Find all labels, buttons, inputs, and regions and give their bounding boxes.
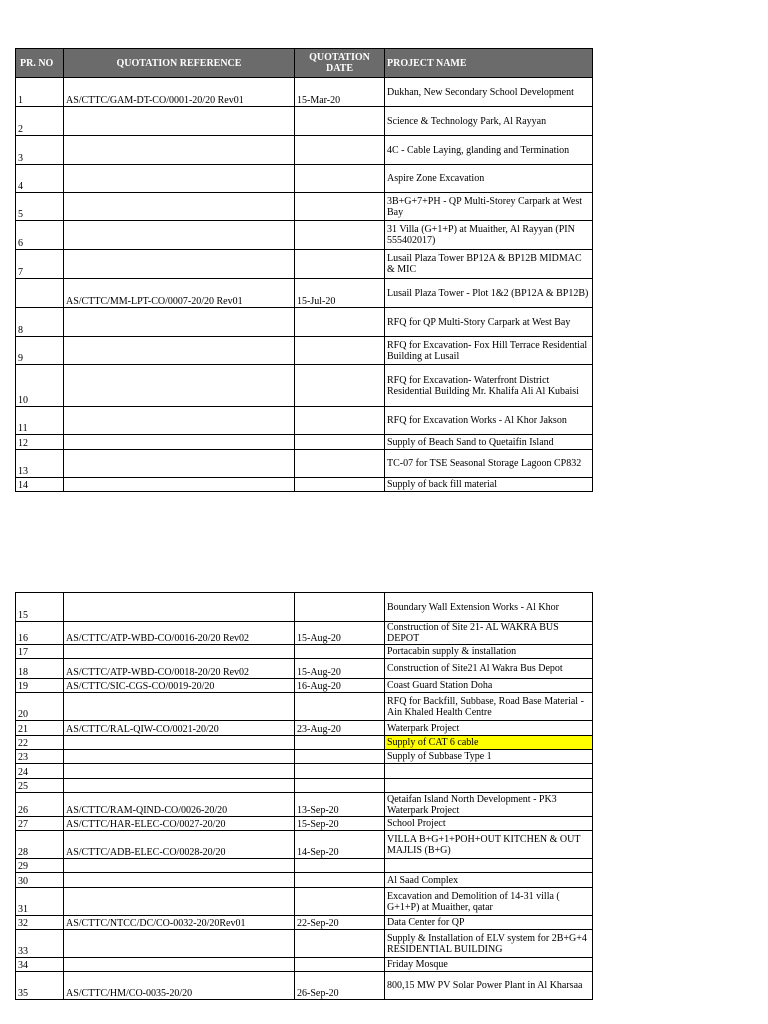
table-row xyxy=(16,365,593,407)
quotation-date-cell xyxy=(295,165,385,193)
table-row xyxy=(16,193,593,221)
quotation-date-cell xyxy=(295,750,385,764)
project-name-cell: Coast Guard Station Doha xyxy=(385,679,593,693)
quotation-reference-cell xyxy=(64,478,295,492)
project-name-cell: RFQ for Excavation- Waterfront District Residential Building Mr. Khalifa Ali Al Kubaisi xyxy=(385,365,593,407)
table-row xyxy=(16,930,593,958)
pr-no-cell: 25 xyxy=(16,779,64,793)
project-name-cell: Excavation and Demolition of 14-31 villa ( G+1+P) at Muaither, qatar xyxy=(385,888,593,916)
table-row xyxy=(16,435,593,450)
quotation-reference-cell xyxy=(64,693,295,721)
table-row xyxy=(16,793,593,817)
table-row xyxy=(16,165,593,193)
quotation-date-cell xyxy=(295,407,385,435)
pr-no-cell: 17 xyxy=(16,645,64,659)
table-row xyxy=(16,750,593,764)
pr-no-cell: 31 xyxy=(16,888,64,916)
pr-no-cell: 15 xyxy=(16,593,64,622)
table-row xyxy=(16,972,593,1000)
project-name-cell xyxy=(385,764,593,779)
quotation-reference-cell xyxy=(64,779,295,793)
project-name-cell: 3B+G+7+PH - QP Multi-Storey Carpark at West Bay xyxy=(385,193,593,221)
table-row xyxy=(16,958,593,972)
quotation-date-cell xyxy=(295,337,385,365)
project-name-cell: Supply of back fill material xyxy=(385,478,593,492)
quotation-reference-cell: AS/CTTC/ATP-WBD-CO/0016-20/20 Rev02 xyxy=(64,622,295,645)
project-name-cell: 800,15 MW PV Solar Power Plant in Al Kharsaa xyxy=(385,972,593,1000)
pr-no-cell: 28 xyxy=(16,831,64,859)
quotation-reference-cell xyxy=(64,193,295,221)
quotation-reference-cell xyxy=(64,450,295,478)
quotation-reference-cell: AS/CTTC/RAL-QIW-CO/0021-20/20 xyxy=(64,721,295,736)
pr-no-cell: 13 xyxy=(16,450,64,478)
pr-no-cell: 1 xyxy=(16,78,64,107)
pr-no-cell: 21 xyxy=(16,721,64,736)
pr-no-cell: 20 xyxy=(16,693,64,721)
quotation-date-cell xyxy=(295,930,385,958)
quotation-date-cell xyxy=(295,873,385,888)
quotation-table-bottom xyxy=(15,592,593,1000)
project-name-cell: Portacabin supply & installation xyxy=(385,645,593,659)
pr-no-cell: 12 xyxy=(16,435,64,450)
quotation-reference-cell: AS/CTTC/SIC-CGS-CO/0019-20/20 xyxy=(64,679,295,693)
table-row xyxy=(16,407,593,435)
quotation-reference-cell xyxy=(64,958,295,972)
pr-no-cell: 8 xyxy=(16,308,64,337)
quotation-date-cell xyxy=(295,308,385,337)
quotation-reference-cell xyxy=(64,888,295,916)
pr-no-cell: 34 xyxy=(16,958,64,972)
pr-no-cell: 2 xyxy=(16,107,64,136)
pr-no-cell: 22 xyxy=(16,736,64,750)
quotation-reference-cell: AS/CTTC/MM-LPT-CO/0007-20/20 Rev01 xyxy=(64,279,295,308)
pr-no-cell: 26 xyxy=(16,793,64,817)
quotation-date-cell xyxy=(295,958,385,972)
table-row xyxy=(16,337,593,365)
quotation-date-cell xyxy=(295,365,385,407)
table-row xyxy=(16,622,593,645)
project-name-cell: RFQ for QP Multi-Story Carpark at West Bay xyxy=(385,308,593,337)
table-row xyxy=(16,107,593,136)
table-row xyxy=(16,450,593,478)
quotation-date-cell xyxy=(295,136,385,165)
project-name-cell: RFQ for Excavation Works - Al Khor Jakson xyxy=(385,407,593,435)
quotation-reference-cell xyxy=(64,873,295,888)
quotation-date-cell xyxy=(295,193,385,221)
pr-no-cell xyxy=(16,279,64,308)
pr-no-cell: 16 xyxy=(16,622,64,645)
quotation-date-cell xyxy=(295,736,385,750)
quotation-reference-cell xyxy=(64,593,295,622)
table-row xyxy=(16,693,593,721)
quotation-reference-cell xyxy=(64,165,295,193)
table-row xyxy=(16,659,593,679)
pr-no-cell: 3 xyxy=(16,136,64,165)
project-name-cell: Dukhan, New Secondary School Development xyxy=(385,78,593,107)
project-name-cell: RFQ for Backfill, Subbase, Road Base Material - Ain Khaled Health Centre xyxy=(385,693,593,721)
table-row xyxy=(16,873,593,888)
quotation-reference-cell xyxy=(64,337,295,365)
quotation-date-cell: 15-Aug-20 xyxy=(295,622,385,645)
project-name-cell: Construction of Site21 Al Wakra Bus Depot xyxy=(385,659,593,679)
table-row xyxy=(16,779,593,793)
quotation-reference-cell: AS/CTTC/ATP-WBD-CO/0018-20/20 Rev02 xyxy=(64,659,295,679)
project-name-cell: Supply of Beach Sand to Quetaifin Island xyxy=(385,435,593,450)
quotation-date-cell: 13-Sep-20 xyxy=(295,793,385,817)
project-name-cell: Qetaifan Island North Development - PK3 Waterpark Project xyxy=(385,793,593,817)
quotation-reference-cell xyxy=(64,136,295,165)
table-row xyxy=(16,221,593,250)
header-quotation-reference: QUOTATION REFERENCE xyxy=(64,49,295,78)
project-name-cell: Science & Technology Park, Al Rayyan xyxy=(385,107,593,136)
quotation-reference-cell: AS/CTTC/RAM-QIND-CO/0026-20/20 xyxy=(64,793,295,817)
quotation-reference-cell xyxy=(64,645,295,659)
project-name-cell: RFQ for Excavation- Fox Hill Terrace Residential Building at Lusail xyxy=(385,337,593,365)
quotation-reference-cell xyxy=(64,930,295,958)
quotation-reference-cell: AS/CTTC/NTCC/DC/CO-0032-20/20Rev01 xyxy=(64,916,295,930)
quotation-date-cell: 15-Jul-20 xyxy=(295,279,385,308)
quotation-reference-cell xyxy=(64,750,295,764)
pr-no-cell: 29 xyxy=(16,859,64,873)
project-name-cell: Boundary Wall Extension Works - Al Khor xyxy=(385,593,593,622)
project-name-cell: 31 Villa (G+1+P) at Muaither, Al Rayyan (PIN 555402017) xyxy=(385,221,593,250)
table-row xyxy=(16,308,593,337)
pr-no-cell: 10 xyxy=(16,365,64,407)
pr-no-cell: 24 xyxy=(16,764,64,779)
quotation-date-cell xyxy=(295,779,385,793)
quotation-table-top xyxy=(15,48,593,492)
table-row xyxy=(16,859,593,873)
quotation-reference-cell: AS/CTTC/HM/CO-0035-20/20 xyxy=(64,972,295,1000)
table-row xyxy=(16,250,593,279)
project-name-cell xyxy=(385,859,593,873)
quotation-reference-cell xyxy=(64,764,295,779)
quotation-reference-cell xyxy=(64,365,295,407)
pr-no-cell: 5 xyxy=(16,193,64,221)
pr-no-cell: 19 xyxy=(16,679,64,693)
pr-no-cell: 23 xyxy=(16,750,64,764)
project-name-cell: Supply of CAT 6 cable xyxy=(385,736,593,750)
quotation-date-cell: 22-Sep-20 xyxy=(295,916,385,930)
quotation-date-cell: 15-Aug-20 xyxy=(295,659,385,679)
quotation-reference-cell xyxy=(64,435,295,450)
project-name-cell: Friday Mosque xyxy=(385,958,593,972)
quotation-date-cell xyxy=(295,859,385,873)
quotation-date-cell: 16-Aug-20 xyxy=(295,679,385,693)
quotation-date-cell xyxy=(295,478,385,492)
pr-no-cell: 9 xyxy=(16,337,64,365)
project-name-cell: Waterpark Project xyxy=(385,721,593,736)
table-row xyxy=(16,645,593,659)
table-row xyxy=(16,279,593,308)
pr-no-cell: 4 xyxy=(16,165,64,193)
pr-no-cell: 33 xyxy=(16,930,64,958)
project-name-cell: Construction of Site 21- AL WAKRA BUS DEPOT xyxy=(385,622,593,645)
project-name-cell: TC-07 for TSE Seasonal Storage Lagoon CP832 xyxy=(385,450,593,478)
header-project-name: PROJECT NAME xyxy=(385,49,593,78)
quotation-date-cell xyxy=(295,107,385,136)
header-quotation-date: QUOTATION DATE xyxy=(295,49,385,78)
quotation-date-cell xyxy=(295,250,385,279)
quotation-date-cell xyxy=(295,221,385,250)
quotation-date-cell: 23-Aug-20 xyxy=(295,721,385,736)
quotation-reference-cell: AS/CTTC/HAR-ELEC-CO/0027-20/20 xyxy=(64,817,295,831)
project-name-cell: Lusail Plaza Tower - Plot 1&2 (BP12A & BP12B) xyxy=(385,279,593,308)
quotation-reference-cell xyxy=(64,859,295,873)
pr-no-cell: 11 xyxy=(16,407,64,435)
table-row xyxy=(16,593,593,622)
quotation-date-cell xyxy=(295,435,385,450)
quotation-date-cell: 14-Sep-20 xyxy=(295,831,385,859)
quotation-reference-cell xyxy=(64,250,295,279)
quotation-date-cell: 26-Sep-20 xyxy=(295,972,385,1000)
quotation-reference-cell xyxy=(64,221,295,250)
quotation-date-cell xyxy=(295,693,385,721)
project-name-cell: Aspire Zone Excavation xyxy=(385,165,593,193)
pr-no-cell: 14 xyxy=(16,478,64,492)
pr-no-cell: 6 xyxy=(16,221,64,250)
pr-no-cell: 30 xyxy=(16,873,64,888)
table-row xyxy=(16,764,593,779)
project-name-cell: School Project xyxy=(385,817,593,831)
pr-no-cell: 27 xyxy=(16,817,64,831)
quotation-reference-cell: AS/CTTC/GAM-DT-CO/0001-20/20 Rev01 xyxy=(64,78,295,107)
quotation-reference-cell: AS/CTTC/ADB-ELEC-CO/0028-20/20 xyxy=(64,831,295,859)
quotation-date-cell xyxy=(295,645,385,659)
quotation-date-cell xyxy=(295,593,385,622)
pr-no-cell: 32 xyxy=(16,916,64,930)
header-pr-no: PR. NO xyxy=(16,49,64,78)
pr-no-cell: 18 xyxy=(16,659,64,679)
quotation-reference-cell xyxy=(64,107,295,136)
quotation-reference-cell xyxy=(64,308,295,337)
quotation-date-cell xyxy=(295,888,385,916)
quotation-reference-cell xyxy=(64,407,295,435)
table-row xyxy=(16,78,593,107)
table-row xyxy=(16,679,593,693)
table-row xyxy=(16,478,593,492)
project-name-cell: Lusail Plaza Tower BP12A & BP12B MIDMAC & MIC xyxy=(385,250,593,279)
table-row xyxy=(16,831,593,859)
quotation-date-cell: 15-Mar-20 xyxy=(295,78,385,107)
table-row xyxy=(16,888,593,916)
project-name-cell: Data Center for QP xyxy=(385,916,593,930)
project-name-cell: Al Saad Complex xyxy=(385,873,593,888)
quotation-date-cell xyxy=(295,450,385,478)
project-name-cell xyxy=(385,779,593,793)
quotation-reference-cell xyxy=(64,736,295,750)
header-row xyxy=(16,49,593,78)
table-row xyxy=(16,721,593,736)
quotation-date-cell: 15-Sep-20 xyxy=(295,817,385,831)
quotation-date-cell xyxy=(295,764,385,779)
project-name-cell: VILLA B+G+1+POH+OUT KITCHEN & OUT MAJLIS (B+G) xyxy=(385,831,593,859)
table-row xyxy=(16,136,593,165)
pr-no-cell: 35 xyxy=(16,972,64,1000)
project-name-cell: 4C - Cable Laying, glanding and Termination xyxy=(385,136,593,165)
project-name-cell: Supply of Subbase Type 1 xyxy=(385,750,593,764)
pr-no-cell: 7 xyxy=(16,250,64,279)
project-name-cell: Supply & Installation of ELV system for 2B+G+4 RESIDENTIAL BUILDING xyxy=(385,930,593,958)
table-row xyxy=(16,736,593,750)
table-row xyxy=(16,916,593,930)
table-row xyxy=(16,817,593,831)
